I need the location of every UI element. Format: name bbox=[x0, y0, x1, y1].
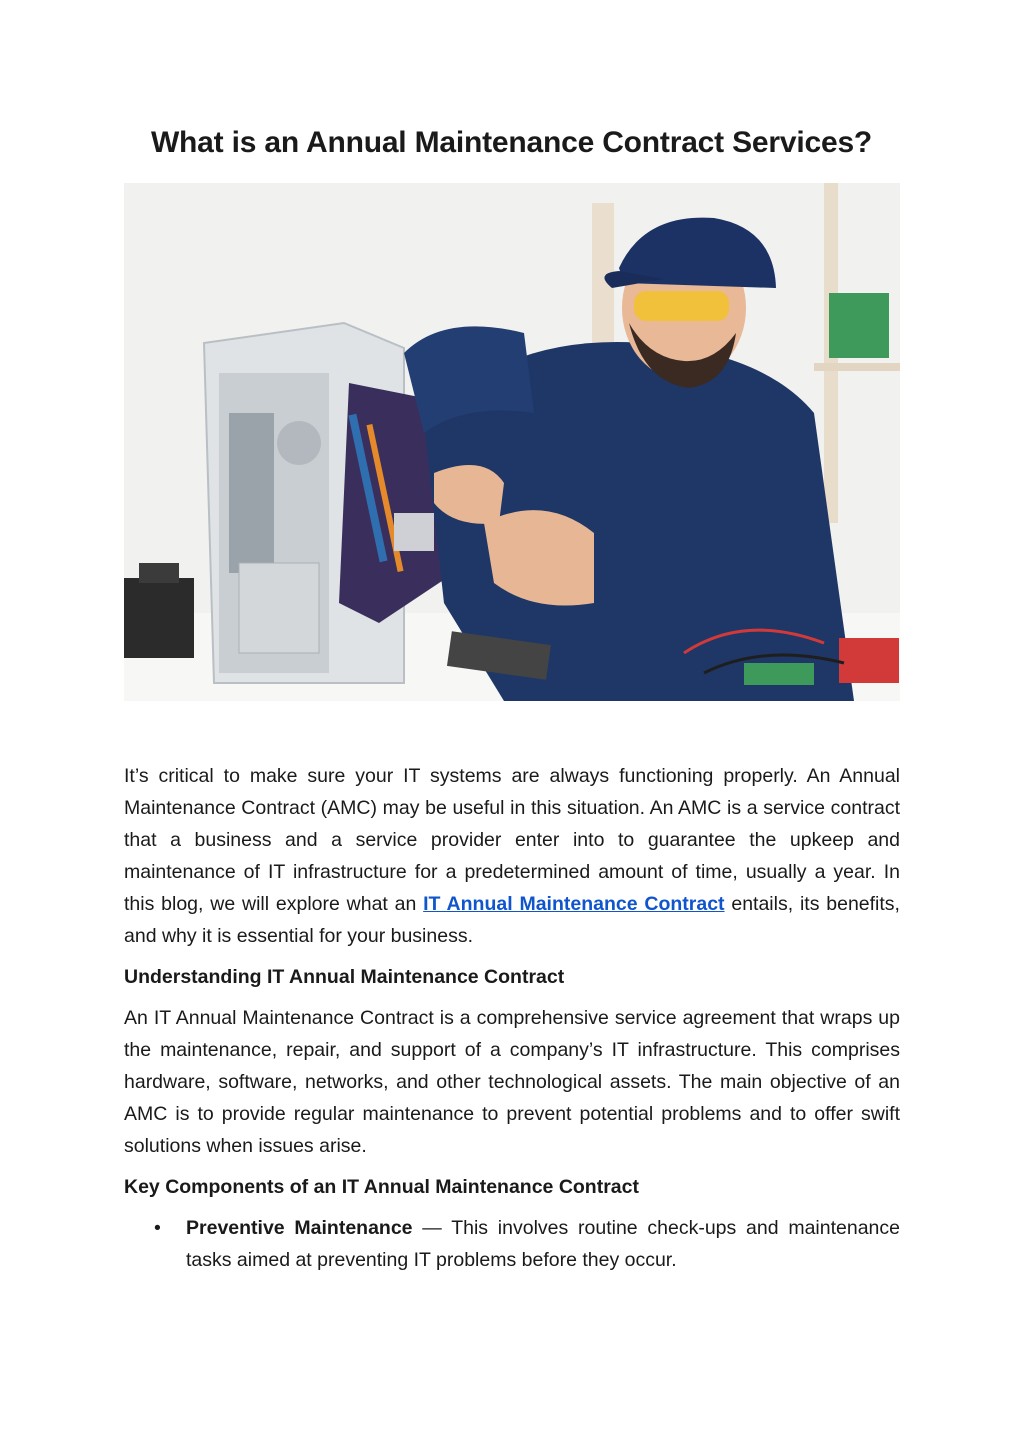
list-item bbox=[154, 1212, 900, 1276]
list-item-text: — This involves routine check-ups and maintenance tasks aimed at preventing IT problems before they occur. bbox=[186, 1217, 900, 1271]
intro-paragraph bbox=[124, 760, 900, 952]
photo-technician-repairing-computer-icon bbox=[124, 183, 900, 701]
bullet-icon: • bbox=[154, 1217, 161, 1239]
hero-image bbox=[124, 183, 900, 701]
it-amc-link[interactable]: IT Annual Maintenance Contract bbox=[423, 893, 725, 915]
section-paragraph-understanding: An IT Annual Maintenance Contract is a comprehensive service agreement that wraps up the maintenance, repair, and support of a company’s IT infrastructure. This comprises hardware, software, networks, and other technological assets. The main objective of an AMC is to provide regular maintenance to prevent potential problems and to offer swift solutions when issues arise. bbox=[124, 1007, 900, 1157]
intro-text-before: It’s critical to make sure your IT systems are always functioning properly. An Annual Maintenance Contract (AMC) may be useful in this situation. An AMC is a service contract that a business and a service provider enter into to guarantee the upkeep and maintenance of IT infrastructure for a predetermined amount of time, usually a year. In this blog, we will explore what an bbox=[124, 765, 900, 915]
section-heading-key-components: Key Components of an IT Annual Maintenance Contract bbox=[124, 1176, 639, 1198]
list-item-term: Preventive Maintenance bbox=[186, 1217, 413, 1239]
page-title: What is an Annual Maintenance Contract Services? bbox=[150, 126, 873, 159]
intro-text-after: entails, its benefits, and why it is essential for your business. bbox=[124, 893, 900, 947]
key-components-list bbox=[124, 1212, 900, 1276]
article-body bbox=[124, 760, 900, 1276]
section-heading-understanding: Understanding IT Annual Maintenance Contract bbox=[124, 966, 565, 988]
